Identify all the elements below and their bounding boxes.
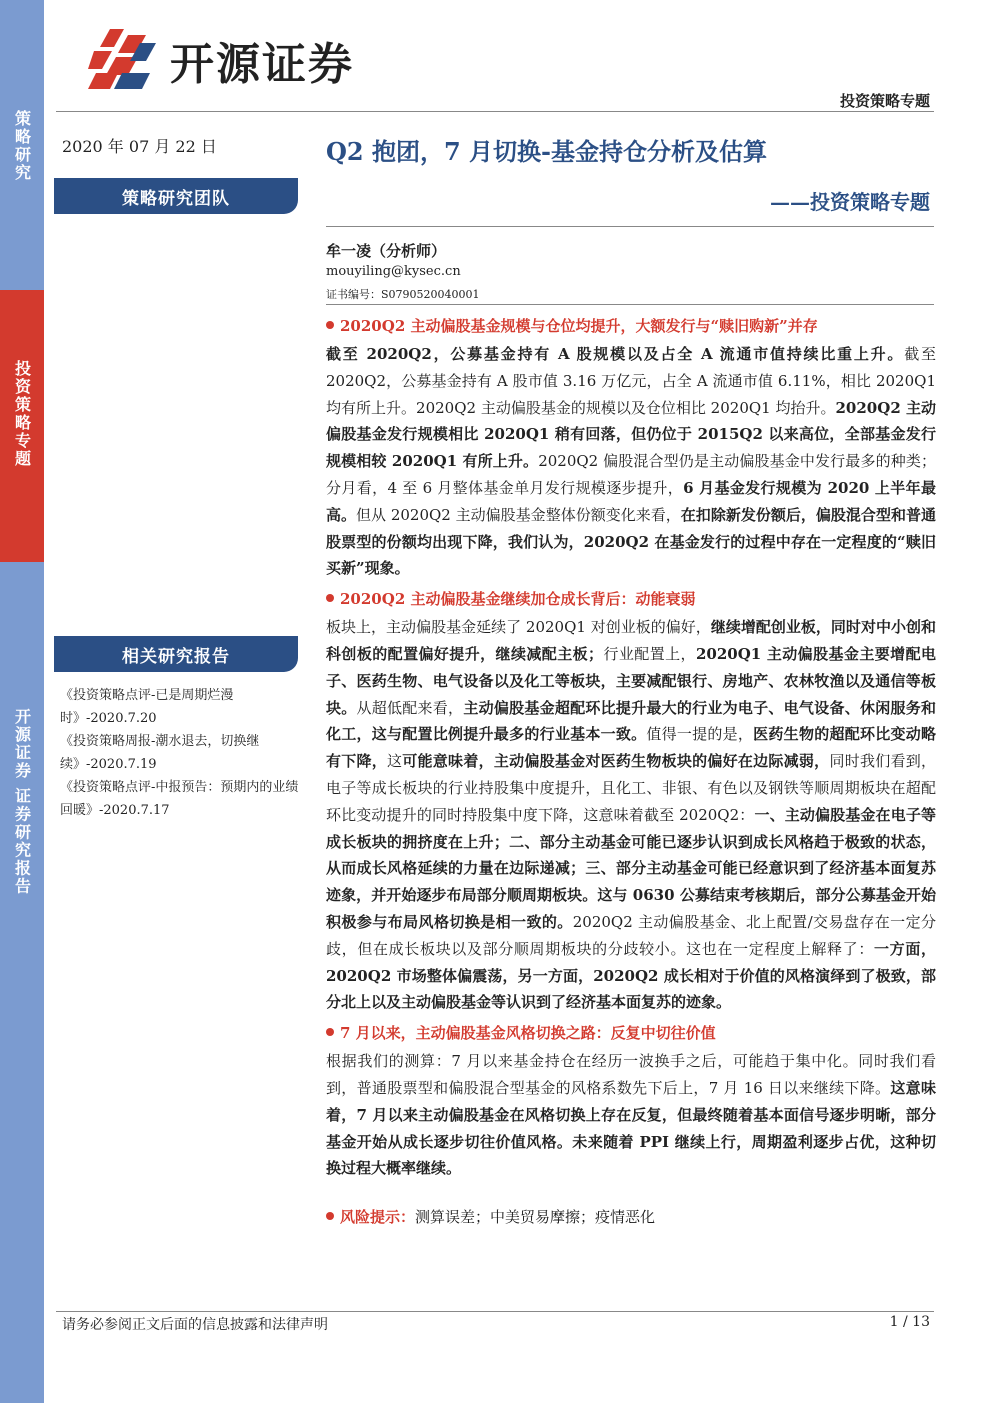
title-divider [326, 226, 934, 227]
header-divider [56, 111, 934, 112]
report-date: 2020 年 07 月 22 日 [62, 137, 217, 156]
body-text: 截至 2020Q2，公募基金持有 A 股市值 3.16 万亿元，占全 A 流通市值 6.11%，相比 2020Q1 均有所上升。2020Q2 主动偏股基金的规模以及仓位相比 2020Q1 均抬升。 [326, 345, 936, 417]
body-text: 板块上，主动偏股基金延续了 2020Q1 对创业板的偏好， [326, 618, 711, 637]
bold-text: 在扣除新发份额后，偏股混合型和普通股票型的份额均出现下降，我们认为，2020Q2 在基金发行的过程中存在一定程度的“赎旧买新”现象。 [326, 505, 936, 578]
section-heading-text: 2020Q2 主动偏股基金继续加仓成长背后：动能衰弱 [340, 590, 696, 609]
risk-note [326, 1204, 936, 1230]
section-heading [326, 1020, 936, 1046]
report-body [326, 313, 936, 1230]
report-subtitle: ——投资策略专题 [770, 190, 930, 214]
side-label-company [0, 700, 44, 920]
body-text: 这 [387, 752, 403, 771]
body-text: 同时我们看到，电子等成长板块的行业持股集中度提升，且化工、非银、有色以及钢铁等顺周期板块在超配环比变动提升的同时持股集中度下降，这意味着截至 2020Q2： [326, 752, 936, 824]
footer-disclaimer: 请务必参阅正文后面的信息披露和法律声明 [62, 1317, 328, 1333]
bullet-dot-icon [326, 1212, 334, 1220]
bold-text: 医药生物的超配环比变动略有下降， [326, 725, 936, 771]
related-report-item[interactable]: 《投资策略点评-中报预告：预期内的业绩回暖》-2020.7.17 [60, 780, 299, 818]
related-report-item[interactable]: 《投资策略点评-已是周期烂漫时》-2020.7.20 [60, 688, 234, 726]
section-paragraph [326, 341, 936, 582]
bold-text: 6 月基金发行规模为 2020 上半年最高。 [326, 478, 936, 524]
team-banner: 策略研究团队 [54, 178, 298, 214]
bold-text: 2020Q1 主动偏股基金主要增配电子、医药生物、电气设备以及化工等板块，主要减配银行、房地产、农林牧渔以及通信等板块。 [326, 644, 936, 717]
bold-text: 主动偏股基金超配环比提升最大的行业为电子、电气设备、休闲服务和化工，这与配置比例提升最多的行业基本一致。 [326, 698, 936, 744]
analyst-email[interactable]: mouyiling@kysec.cn [326, 264, 461, 279]
body-text: 行业配置上， [603, 644, 696, 663]
bold-text: 可能意味着，主动偏股基金对医药生物板块的偏好在边际减弱， [402, 752, 830, 771]
risk-label: 风险提示： [340, 1208, 416, 1227]
bold-text: 2020Q2 主动偏股基金发行规模相比 2020Q1 稍有回落，但仍位于 2015Q2 以来高位，全部基金发行规模相较 2020Q1 有所上升。 [326, 398, 936, 471]
header-topic-tag: 投资策略专题 [839, 92, 930, 110]
body-text: 根据我们的测算：7 月以来基金持仓在经历一波换手之后，可能趋于集中化。同时我们看到，普通股票型和偏股混合型基金的风格系数先下后上，7 月 16 日以来继续下降。 [326, 1052, 936, 1097]
section-heading [326, 586, 936, 612]
body-text: 值得一提的是， [646, 725, 754, 744]
analyst-divider [326, 304, 934, 305]
related-report-item[interactable]: 《投资策略周报-潮水退去，切换继续》-2020.7.19 [60, 734, 260, 772]
bullet-dot-icon [326, 321, 334, 329]
bold-text: 这意味着，7 月以来主动偏股基金在风格切换上存在反复，但最终随着基本面信号逐步明晰，部分基金开始从成长逐步切往价值风格。未来随着 PPI 继续上行，周期盈利逐步占优，这种切换过程大概率继续。 [326, 1078, 936, 1178]
body-text: 2020Q2 偏股混合型仍是主动偏股基金中发行最多的种类；分月看，4 至 6 月整体基金单月发行规模逐步提升， [326, 452, 936, 497]
bold-text: 继续增配创业板，同时对中小创和科创板的配置偏好提升，继续减配主板； [326, 618, 936, 663]
body-text: 但从 2020Q2 主动偏股基金整体份额变化来看， [356, 505, 681, 524]
risk-text: 测算误差；中美贸易摩擦；疫情恶化 [415, 1208, 656, 1227]
section-paragraph [326, 614, 936, 1016]
brand-logo [88, 28, 354, 92]
side-label-topic [0, 290, 44, 562]
brand-logo-icon [88, 29, 158, 91]
analyst-cert: 证书编号：S0790520040001 [326, 288, 480, 301]
section-heading-text: 7 月以来，主动偏股基金风格切换之路：反复中切往价值 [340, 1024, 716, 1043]
section-paragraph [326, 1048, 936, 1182]
page-number: 1 / 13 [889, 1314, 930, 1330]
bold-text: 一、主动偏股基金在电子等成长板块的拥挤度在上升；二、部分主动基金可能已逐步认识到成长风格趋于极致的状态，从而成长风格延续的力量在边际递减；三、部分主动基金可能已经意识到了经济基本面复苏迹象，并开始逐步布局部分顺周期板块。这与 0630 公募结束考核期后，部分公募基金开始积极参与布局风格切换是相一致的。 [326, 805, 936, 931]
side-label-topic-text: 投资策略专题 [12, 360, 32, 468]
brand-name: 开源证券 [170, 39, 354, 90]
body-text: 从超低配来看， [356, 698, 464, 717]
body-text: 2020Q2 主动偏股基金、北上配置/交易盘存在一定分歧，但在成长板块以及部分顺周期板块的分歧较小。这也在一定程度上解释了： [326, 912, 936, 958]
bold-text: 一方面，2020Q2 市场整体偏震荡，另一方面，2020Q2 成长相对于价值的风格演绎到了极致，部分北上以及主动偏股基金等认识到了经济基本面复苏的迹象。 [326, 939, 936, 1012]
report-title: Q2 抱团，7 月切换-基金持仓分析及估算 [326, 137, 767, 166]
footer-divider [56, 1311, 934, 1312]
related-reports-list [60, 684, 310, 822]
bullet-dot-icon [326, 594, 334, 602]
side-label-strategy-text: 策略研究 [12, 110, 32, 182]
bold-text: 截至 2020Q2，公募基金持有 A 股规模以及占全 A 流通市值持续比重上升。 [326, 345, 905, 363]
analyst-name: 牟一凌（分析师） [326, 242, 447, 260]
section-heading-text: 2020Q2 主动偏股基金规模与仓位均提升，大额发行与“赎旧购新”并存 [340, 317, 818, 335]
section-heading [326, 313, 936, 339]
side-label-company-text: 开源证券 证券研究报告 [12, 708, 32, 896]
related-reports-banner: 相关研究报告 [54, 636, 298, 672]
bullet-dot-icon [326, 1028, 334, 1036]
side-label-strategy [0, 100, 44, 290]
